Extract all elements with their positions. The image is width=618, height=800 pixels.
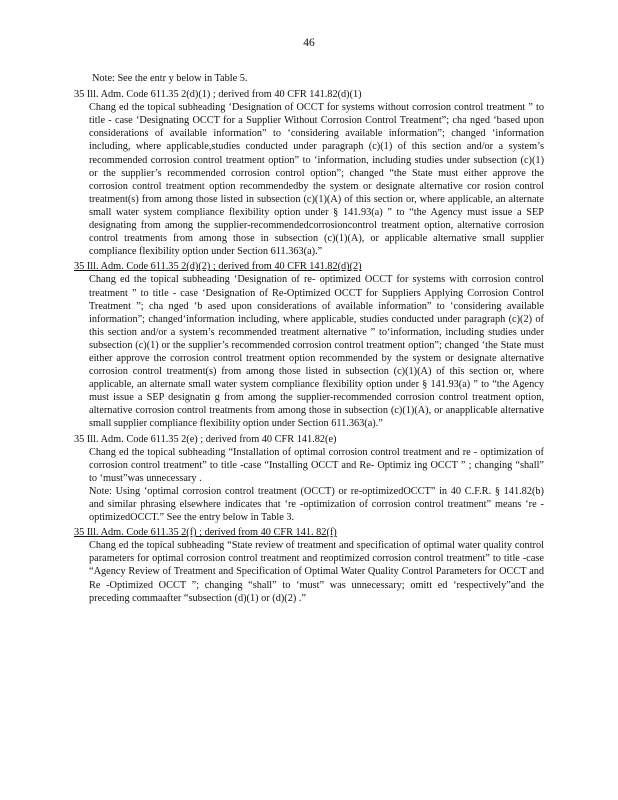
entry-text: Chang ed the topical subheading “Installation of optimal corrosion control treatment and re - optimization of corrosion control treatment” to title -case “Installing OCCT and Re- Optimiz ing OCCT ” ; changing “shall” to ‘must”was unnecessary . bbox=[89, 446, 544, 484]
entry-text: Chang ed the topical subheading ‘Designation of OCCT for systems without corrosion control treatment ” to title - case ‘Designating OCCT for a Supplier Without Corrosion Control Treatment”; cha nged ‘based upon considerations of available information” to ‘considering available information”; changed ‘information including, where applicable,studies conducted under paragraph (c)(1) of this section and/or a system’s recommended corrosion control treatment option” to ‘information, including studies under subsection (c)(1) or the supplier’s recommended corrosion control option”; changed “the State must either approve the corrosion control treatment option recommendedby the system or designate alternative cor rosion control treatment(s) from among those listed in subsection (c)(1)(A) of this section or, where applicable, an alternate small water system compliance flexibility option under § 141.93(a) ” to “the Agency must issue a SEP designating from among the supplier-recommendedcorrosioncontrol treatment option, alternative corrosion control treatments from among those in subsection (c)(1)(A), or applicable alternative small supplier compliance flexibility option under Section 611.363(a).” bbox=[89, 102, 544, 258]
entry-611-352-f bbox=[74, 526, 544, 605]
entry-heading: 35 Ill. Adm. Code 611.35 2(d)(1) ; derived from 40 CFR 141.82(d)(1) bbox=[74, 89, 362, 101]
entry-611-352-d2 bbox=[74, 260, 544, 430]
entry-note: Note: Using ‘optimal corrosion control treatment (OCCT) or re-optimizedOCCT” in 40 C.F.R. § 141.82(b) and similar phrasing elsewhere indicates that ‘re -optimization of corrosion control treatment” means ‘re -optimizedOCCT.” See the entry below in Table 3. bbox=[89, 485, 544, 524]
entry-heading: 35 Ill. Adm. Code 611.35 2(d)(2) ; derived from 40 CFR 141.82(d)(2) bbox=[74, 261, 362, 273]
entry-heading: 35 Ill. Adm. Code 611.35 2(f) ; derived from 40 CFR 141. 82(f) bbox=[74, 527, 337, 539]
entry-text: Chang ed the topical subheading “State review of treatment and specification of optimal water quality control parameters for optimal corrosion control treatment and reoptimized corrosion control treatment” to title -case “Agency Review of Treatment and Specification of Optimal Water Quality Control Parameters for OCCT and Re -Optimized OCCT ”; changing “shall” to ‘must” was unnecessary; omitt ed ‘respectively”and the preceding commaafter “subsection (d)(1) or (d)(2) .” bbox=[89, 540, 544, 604]
document-body bbox=[74, 72, 544, 607]
page-number: 46 bbox=[303, 37, 315, 49]
entry-text: Chang ed the topical subheading ‘Designation of re- optimized OCCT for systems with corrosion control treatment ” to title - case ‘Designation of Re-Optimized OCCT for Suppliers Applying Corrosion Control Treatment ”; cha nged ‘b ased upon considerations of available information” to ‘considering available information”; changed‘information including, where applicable, studies conducted under paragraph (c)(2) of this section and/or a system’s recommended treatment alternative ” to‘information, including studies under subsection (c)(1) or the supplier’s recommended corrosion control treatment option”; changed ‘the State must either approve the corrosion control treatment option recommended by the system or designate alternative corrosion control treatment(s) from among those listed in subsection (c)(1)(A) of this section or, where applicable, an alternate small water system compliance flexibility option under § 141.93(a) ” to “the Agency must issue a SEP designatin g from among the supplier-recommended corrosion control treatment option, alternative corrosion control treatments from among those in subsection (c)(1)(A), or anapplicable alternative small supplier compliance flexibility option under Section 611.363(a).” bbox=[89, 274, 544, 430]
entry-heading: 35 Ill. Adm. Code 611.35 2(e) ; derived from 40 CFR 141.82(e) bbox=[74, 433, 337, 445]
entry-611-352-e bbox=[74, 433, 544, 525]
top-note: Note: See the entr y below in Table 5. bbox=[92, 73, 248, 84]
entry-611-352-d1 bbox=[74, 88, 544, 258]
